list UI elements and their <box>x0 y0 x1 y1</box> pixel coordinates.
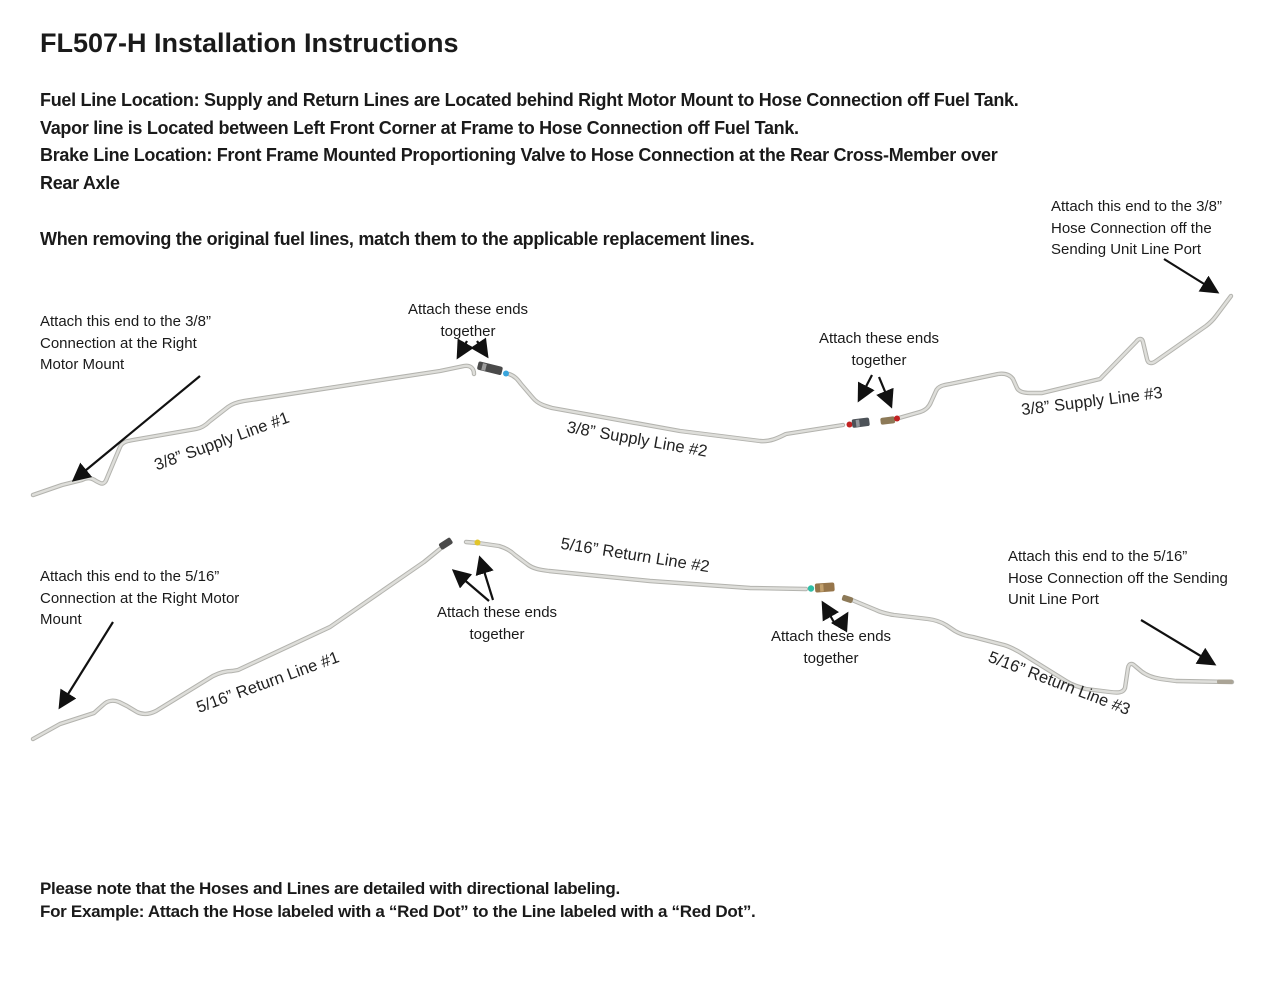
annotation-line: together <box>803 649 859 667</box>
return-line-2-label: 5/16” Return Line #2 <box>559 534 711 577</box>
removal-note-text: When removing the original fuel lines, match them to the applicable replacement lines. <box>40 229 755 249</box>
annotation-line: together <box>851 351 907 369</box>
annotation-line: Connection at the Right Motor <box>40 589 240 607</box>
footer-line: Please note that the Hoses and Lines are detailed with directional labeling. <box>40 879 620 898</box>
blue-dot-marker <box>503 371 509 377</box>
annotation-line: together <box>469 625 525 643</box>
return-line-3-label: 5/16” Return Line #3 <box>985 648 1133 719</box>
return-join2-annotation <box>762 626 900 669</box>
supply-join1-annotation <box>402 299 534 342</box>
callout-arrow <box>840 614 847 626</box>
annotation-line: Attach these ends <box>770 628 892 645</box>
footer-line: For Example: Attach the Hose labeled with a “Red Dot” to the Line labeled with a “Red Dot”. <box>40 902 756 921</box>
return-join2-fittings <box>808 582 854 603</box>
supply-line-3-label: 3/8” Supply Line #3 <box>1020 383 1164 420</box>
red-dot-marker <box>847 422 853 428</box>
location-paragraph <box>40 87 1018 197</box>
fitting-stripe <box>820 584 824 592</box>
hose-fitting-tan <box>815 582 835 592</box>
annotation-line: together <box>440 322 496 340</box>
annotation-line: Attach this end to the 3/8” <box>1051 198 1222 215</box>
annotation-line: Sending Unit Line Port <box>1051 241 1202 258</box>
supply-line-2-tube <box>509 374 843 441</box>
directional-labeling-note <box>40 877 755 923</box>
callout-arrow <box>477 341 487 356</box>
callout-arrows <box>60 259 1217 707</box>
intro-line: Fuel Line Location: Supply and Return Lines are Located behind Right Motor Mount to Hose Connection off Fuel Tank. <box>40 90 1019 110</box>
yellow-dot-marker <box>475 540 481 546</box>
teal-dot-marker <box>808 585 814 591</box>
annotation-line: Attach this end to the 5/16” <box>40 568 220 585</box>
callout-arrow <box>454 571 489 601</box>
annotation-line: Attach these ends <box>818 330 940 347</box>
intro-line: Vapor line is Located between Left Front Corner at Frame to Hose Connection off Fuel Tank. <box>40 117 799 138</box>
annotation-line: Mount <box>40 611 82 628</box>
annotation-line: Motor Mount <box>40 356 125 373</box>
hose-fitting-slate <box>852 417 870 428</box>
intro-line: Brake Line Location: Front Frame Mounted Proportioning Valve to Hose Connection at the Rear Cross-Member over <box>40 145 998 165</box>
annotation-line: Attach this end to the 3/8” <box>40 313 211 330</box>
callout-arrow <box>60 622 113 707</box>
return-join1-annotation <box>428 602 566 645</box>
callout-arrow <box>1164 259 1217 292</box>
page-title: FL507-H Installation Instructions <box>40 28 459 58</box>
line-end-tip <box>1217 680 1233 685</box>
supply-left-annotation <box>40 311 211 376</box>
line-fitting-tan <box>880 416 895 425</box>
removal-note <box>40 226 754 254</box>
annotation-line: Attach these ends <box>407 301 529 318</box>
hose-fitting-dark <box>477 361 503 375</box>
line-tip-fitting-tan <box>841 594 853 603</box>
supply-join1-fitting <box>477 361 509 376</box>
intro-line: Rear Axle <box>40 172 120 193</box>
return-left-annotation <box>40 566 239 631</box>
annotation-line: Hose Connection off the Sending <box>1008 569 1228 587</box>
supply-right-annotation <box>1051 196 1222 261</box>
return-line-1-label: 5/16” Return Line #1 <box>194 648 342 717</box>
callout-arrow <box>458 341 467 357</box>
callout-arrow <box>859 375 872 400</box>
annotation-line: Attach these ends <box>436 604 558 621</box>
supply-line-1-label: 3/8” Supply Line #1 <box>151 408 292 475</box>
annotation-line: Hose Connection off the <box>1051 219 1212 237</box>
return-right-annotation <box>1008 546 1228 611</box>
supply-line-2-label: 3/8” Supply Line #2 <box>565 418 709 461</box>
supply-join2-fittings <box>847 416 901 428</box>
annotation-line: Unit Line Port <box>1008 591 1099 608</box>
annotation-line: Attach this end to the 5/16” <box>1008 548 1188 565</box>
annotation-line: Connection at the Right <box>40 334 197 352</box>
supply-join2-annotation <box>810 328 948 371</box>
callout-arrow <box>879 377 891 406</box>
red-dot-marker <box>894 416 900 422</box>
callout-arrow <box>1141 620 1214 664</box>
callout-arrow <box>823 603 835 624</box>
